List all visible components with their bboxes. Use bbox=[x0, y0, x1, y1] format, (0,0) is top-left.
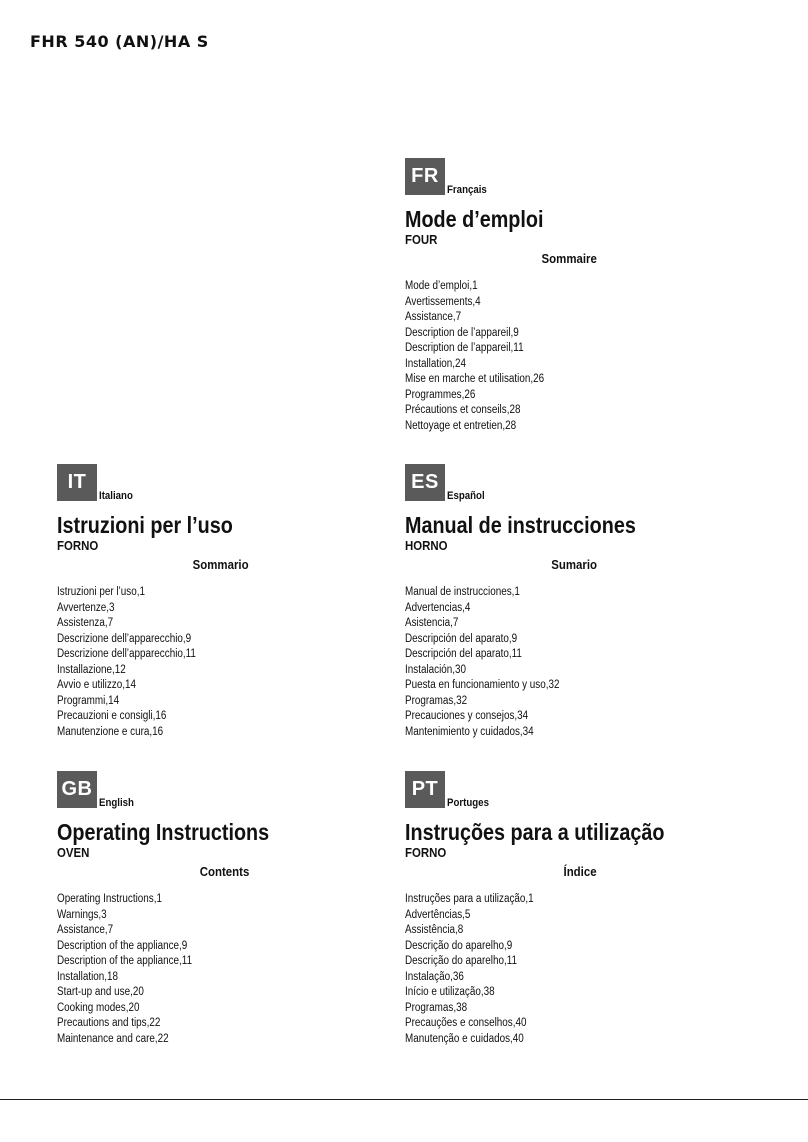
contents-heading-text: Índice bbox=[563, 864, 597, 879]
language-code-badge: FR bbox=[405, 158, 445, 195]
toc-item: Manutenzione e cura,16 bbox=[57, 725, 164, 738]
language-header bbox=[405, 464, 745, 501]
toc-item: Manual de instrucciones,1 bbox=[405, 586, 520, 598]
language-code-badge: ES bbox=[405, 464, 445, 501]
product-name: FORNO bbox=[57, 538, 99, 553]
toc-item: Cooking modes,20 bbox=[57, 1001, 140, 1014]
contents-heading-text: Sumario bbox=[551, 557, 597, 572]
contents-heading bbox=[405, 864, 597, 880]
section-it bbox=[57, 464, 397, 740]
language-name: Italiano bbox=[99, 490, 133, 502]
toc-item: Avvertenze,3 bbox=[57, 601, 115, 614]
toc-item: Assistance,7 bbox=[405, 311, 462, 323]
toc-item: Installazione,12 bbox=[57, 663, 126, 676]
contents-heading bbox=[405, 557, 597, 573]
toc-item: Início e utilização,38 bbox=[405, 986, 495, 998]
manual-title: Manual de instrucciones bbox=[405, 512, 636, 538]
toc-item: Advertencias,4 bbox=[405, 601, 471, 614]
toc-item: Asistencia,7 bbox=[405, 617, 459, 629]
toc-item: Puesta en funcionamiento y uso,32 bbox=[405, 679, 560, 691]
toc-item: Instalación,30 bbox=[405, 663, 467, 676]
contents-heading bbox=[57, 864, 249, 880]
toc-item: Operating Instructions,1 bbox=[57, 893, 163, 905]
contents-heading-text: Contents bbox=[199, 864, 249, 879]
toc-item: Programas,38 bbox=[405, 1001, 468, 1014]
contents-heading-text: Sommaire bbox=[541, 251, 597, 266]
toc-item: Assistenza,7 bbox=[57, 617, 114, 629]
product-name: OVEN bbox=[57, 845, 90, 860]
toc-item: Descrição do aparelho,9 bbox=[405, 939, 513, 952]
language-name: Portuges bbox=[447, 797, 489, 809]
toc-item: Maintenance and care,22 bbox=[57, 1032, 169, 1045]
language-code-badge: IT bbox=[57, 464, 97, 501]
table-of-contents bbox=[405, 585, 745, 740]
toc-item: Installation,24 bbox=[405, 357, 467, 370]
language-header bbox=[405, 158, 745, 195]
model-title: FHR 540 (AN)/HA S bbox=[30, 32, 209, 51]
language-header bbox=[405, 771, 745, 808]
toc-item: Description de l’appareil,9 bbox=[405, 326, 519, 339]
table-of-contents bbox=[405, 279, 745, 434]
language-code-badge: PT bbox=[405, 771, 445, 808]
contents-heading-text: Sommario bbox=[193, 557, 249, 572]
toc-item: Mode d’emploi,1 bbox=[405, 280, 478, 292]
manual-title: Operating Instructions bbox=[57, 819, 270, 845]
toc-item: Precautions and tips,22 bbox=[57, 1017, 161, 1029]
manual-title: Instruções para a utilização bbox=[405, 819, 665, 845]
toc-item: Descripción del aparato,11 bbox=[405, 648, 522, 660]
language-name: Español bbox=[447, 490, 485, 502]
toc-item: Descrizione dell’apparecchio,9 bbox=[57, 632, 192, 645]
toc-item: Instruções para a utilização,1 bbox=[405, 893, 534, 905]
toc-item: Precauciones y consejos,34 bbox=[405, 710, 529, 722]
table-of-contents bbox=[405, 892, 745, 1047]
toc-item: Description of the appliance,9 bbox=[57, 939, 188, 952]
toc-item: Istruzioni per l’uso,1 bbox=[57, 586, 145, 598]
toc-item: Description of the appliance,11 bbox=[57, 955, 193, 967]
table-of-contents bbox=[57, 892, 397, 1047]
language-header bbox=[57, 464, 397, 501]
toc-item: Assistência,8 bbox=[405, 924, 464, 936]
toc-item: Precauzioni e consigli,16 bbox=[57, 710, 167, 722]
product-name: FOUR bbox=[405, 232, 438, 247]
toc-item: Avertissements,4 bbox=[405, 295, 481, 308]
toc-item: Installation,18 bbox=[57, 970, 119, 983]
section-gb bbox=[57, 771, 397, 1047]
language-name: English bbox=[99, 797, 134, 809]
toc-item: Descripción del aparato,9 bbox=[405, 632, 518, 645]
toc-item: Nettoyage et entretien,28 bbox=[405, 419, 517, 432]
toc-item: Description de l’appareil,11 bbox=[405, 342, 524, 354]
product-name: FORNO bbox=[405, 845, 447, 860]
bottom-divider bbox=[0, 1099, 808, 1100]
language-code-badge: GB bbox=[57, 771, 97, 808]
toc-item: Start-up and use,20 bbox=[57, 986, 144, 998]
table-of-contents bbox=[57, 585, 397, 740]
section-es bbox=[405, 464, 745, 740]
contents-heading bbox=[405, 251, 597, 267]
toc-item: Avvio e utilizzo,14 bbox=[57, 679, 136, 691]
section-pt bbox=[405, 771, 745, 1047]
toc-item: Programmi,14 bbox=[57, 694, 120, 707]
toc-item: Mise en marche et utilisation,26 bbox=[405, 373, 545, 385]
toc-item: Programmes,26 bbox=[405, 388, 476, 401]
toc-item: Descrizione dell’apparecchio,11 bbox=[57, 648, 196, 660]
language-header bbox=[57, 771, 397, 808]
language-name: Français bbox=[447, 184, 487, 196]
toc-item: Descrição do aparelho,11 bbox=[405, 955, 517, 967]
toc-item: Precauções e conselhos,40 bbox=[405, 1017, 527, 1029]
toc-item: Assistance,7 bbox=[57, 924, 114, 936]
toc-item: Mantenimiento y cuidados,34 bbox=[405, 725, 534, 738]
toc-item: Manutenção e cuidados,40 bbox=[405, 1032, 524, 1045]
manual-title: Istruzioni per l’uso bbox=[57, 512, 233, 538]
toc-item: Programas,32 bbox=[405, 694, 468, 707]
toc-item: Warnings,3 bbox=[57, 908, 107, 921]
manual-title: Mode d’emploi bbox=[405, 206, 544, 232]
toc-item: Précautions et conseils,28 bbox=[405, 404, 521, 416]
contents-heading bbox=[57, 557, 249, 573]
toc-item: Instalação,36 bbox=[405, 970, 464, 983]
toc-item: Advertências,5 bbox=[405, 908, 471, 921]
section-fr bbox=[405, 158, 745, 434]
product-name: HORNO bbox=[405, 538, 448, 553]
